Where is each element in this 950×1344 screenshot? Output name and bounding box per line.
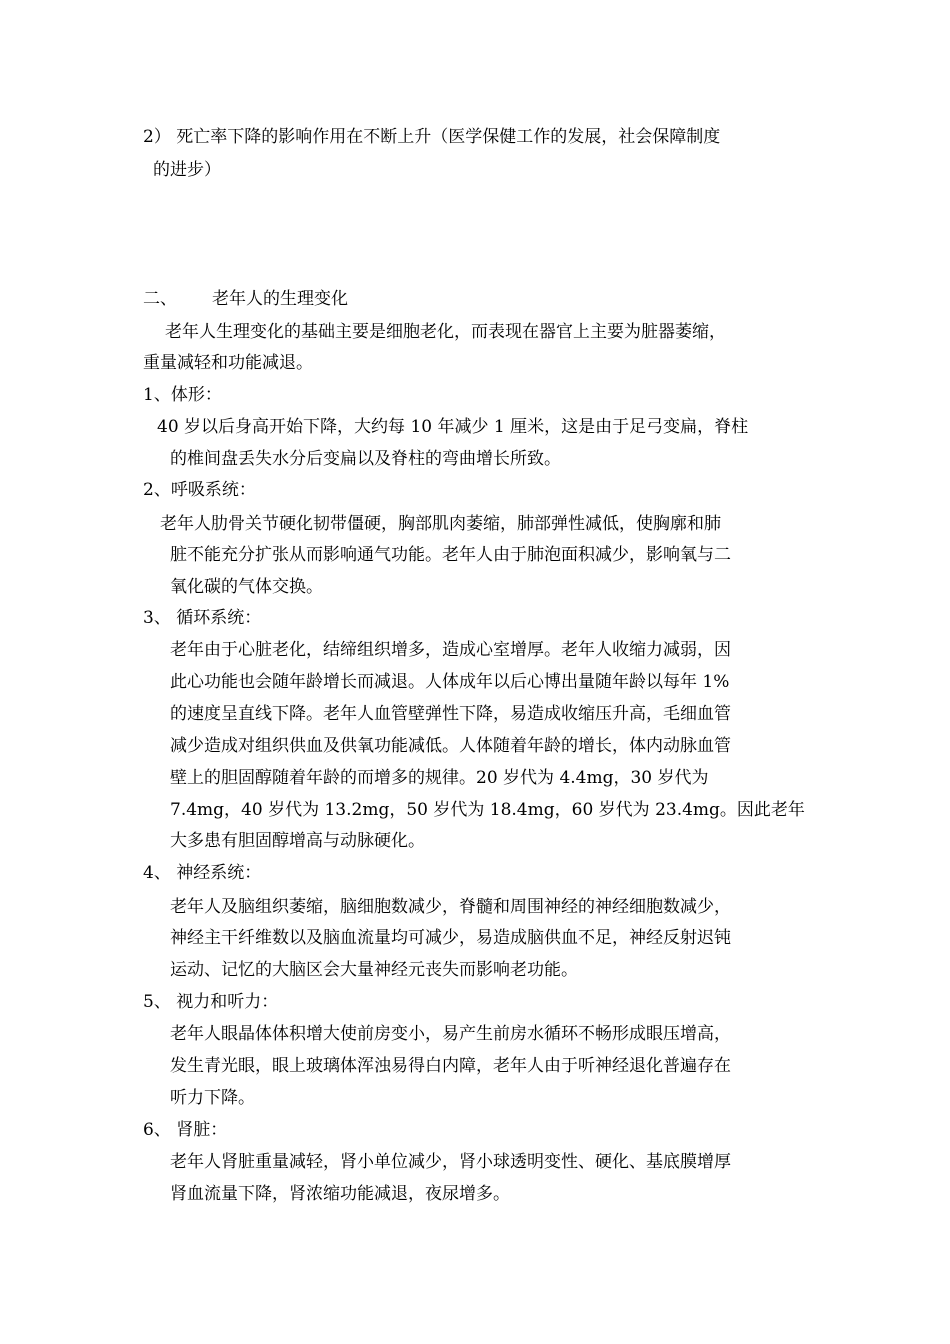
item-nervous-line-1: 老年人及脑组织萎缩，脑细胞数减少，脊髓和周围神经的神经细胞数减少，	[170, 897, 731, 917]
item-circulatory-line-3: 的速度呈直线下降。老年人血管壁弹性下降，易造成收缩压升高，毛细血管	[170, 704, 731, 724]
item-circulatory-line-6: 7.4mg，40 岁代为 13.2mg，50 岁代为 18.4mg，60 岁代为 23.4mg。因此老年	[170, 800, 805, 820]
item-kidney-line-2: 肾血流量下降，肾浓缩功能减退，夜尿增多。	[170, 1184, 510, 1204]
item-circulatory-line-4: 减少造成对组织供血及供氧功能减低。人体随着年龄的增长，体内动脉血管	[170, 736, 731, 756]
section-intro-line-2: 重量减轻和功能减退。	[143, 353, 313, 373]
section-title: 老年人的生理变化	[212, 289, 348, 309]
item-vision-hearing-line-1: 老年人眼晶体体积增大使前房变小，易产生前房水循环不畅形成眼压增高，	[170, 1024, 731, 1044]
item-vision-hearing-line-2: 发生青光眼，眼上玻璃体浑浊易得白内障，老年人由于听神经退化普遍存在	[170, 1056, 731, 1076]
intro-item-line-2: 的进步）	[153, 160, 221, 180]
item-heading-respiratory: 2、呼吸系统：	[143, 480, 256, 500]
intro-item-line-1: 2） 死亡率下降的影响作用在不断上升（医学保健工作的发展，社会保障制度	[143, 127, 721, 147]
item-body-shape-line-2: 的椎间盘丢失水分后变扁以及脊柱的弯曲增长所致。	[170, 449, 561, 469]
item-nervous-line-2: 神经主干纤维数以及脑血流量均可减少，易造成脑供血不足，神经反射迟钝	[170, 928, 731, 948]
item-respiratory-line-1: 老年人肋骨关节硬化韧带僵硬，胸部肌肉萎缩，肺部弹性减低，使胸廓和肺	[160, 514, 721, 534]
item-circulatory-line-5: 壁上的胆固醇随着年龄的而增多的规律。20 岁代为 4.4mg，30 岁代为	[170, 768, 709, 788]
item-circulatory-line-1: 老年由于心脏老化，结缔组织增多，造成心室增厚。老年人收缩力减弱，因	[170, 640, 731, 660]
item-heading-circulatory: 3、 循环系统：	[143, 608, 262, 628]
item-circulatory-line-2: 此心功能也会随年龄增长而减退。人体成年以后心博出量随年龄以每年 1%	[170, 672, 730, 692]
item-heading-kidney: 6、 肾脏：	[143, 1120, 228, 1140]
item-body-shape-line-1: 40 岁以后身高开始下降，大约每 10 年减少 1 厘米，这是由于足弓变扁，脊柱	[157, 417, 749, 437]
item-respiratory-line-2: 脏不能充分扩张从而影响通气功能。老年人由于肺泡面积减少，影响氧与二	[170, 545, 731, 565]
item-vision-hearing-line-3: 听力下降。	[170, 1088, 255, 1108]
item-heading-body-shape: 1、体形：	[143, 385, 222, 405]
section-number: 二、	[143, 289, 177, 309]
item-heading-vision-hearing: 5、 视力和听力：	[143, 992, 279, 1012]
item-heading-nervous: 4、 神经系统：	[143, 863, 262, 883]
item-nervous-line-3: 运动、记忆的大脑区会大量神经元丧失而影响老功能。	[170, 960, 578, 980]
section-intro-line-1: 老年人生理变化的基础主要是细胞老化，而表现在器官上主要为脏器萎缩，	[165, 322, 726, 342]
item-respiratory-line-3: 氧化碳的气体交换。	[170, 577, 323, 597]
item-kidney-line-1: 老年人肾脏重量减轻，肾小单位减少，肾小球透明变性、硬化、基底膜增厚	[170, 1152, 731, 1172]
item-circulatory-line-7: 大多患有胆固醇增高与动脉硬化。	[170, 831, 425, 851]
